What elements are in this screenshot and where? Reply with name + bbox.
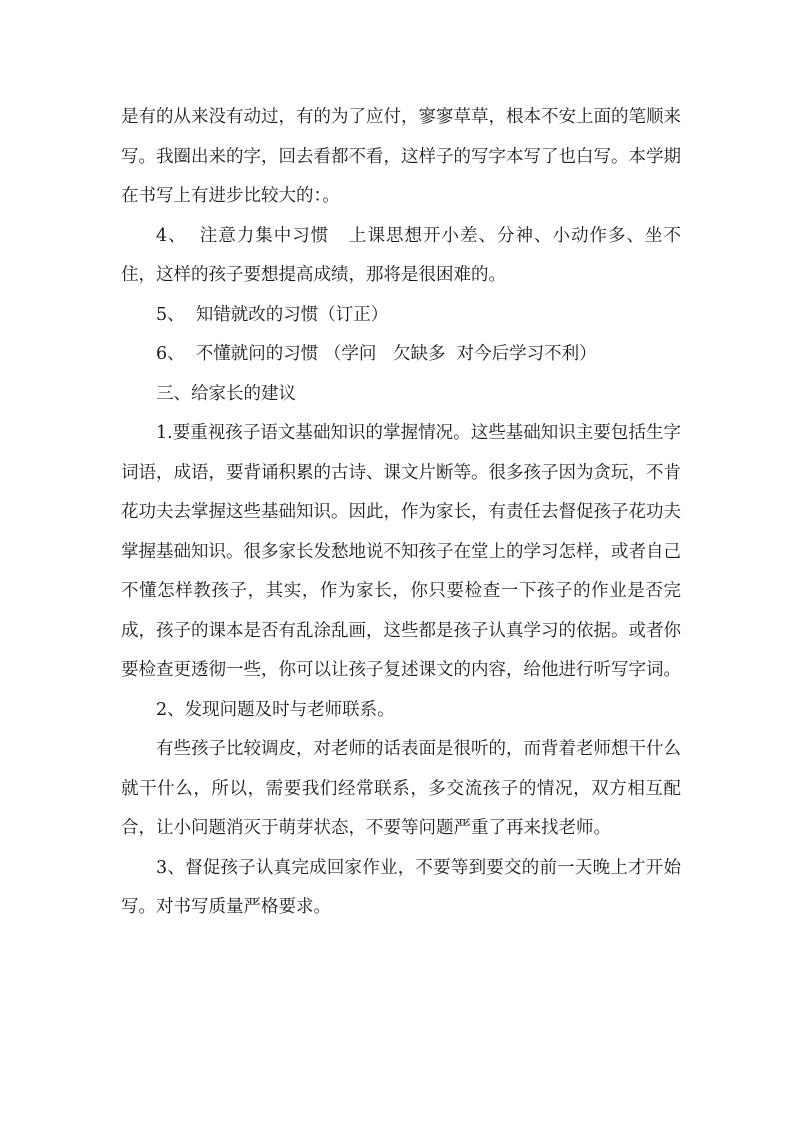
paragraph-advice-2-heading: 2、发现问题及时与老师联系。 — [156, 699, 395, 720]
document-body — [121, 98, 681, 928]
paragraph-advice-1: 1.要重视孩子语文基础知识的掌握情况。这些基础知识主要包括生字词语，成语，要背诵积累的古诗、课文片断等。很多孩子因为贪玩，不肯花功夫去掌握这些基础知识。因此，作为家长，有责任去督促孩子花功夫掌握基础知识。很多家长发愁地说不知孩子在堂上的学习怎样，或者自己不懂怎样教孩子，其实，作为家长，你只要检查一下孩子的作业是否完成，孩子的课本是否有乱涂乱画，这些都是孩子认真学习的依据。或者你要检查更透彻一些，你可以让孩子复述课文的内容，给他进行听写字词。 — [121, 423, 681, 680]
paragraph-item-6: 6、 不懂就问的习惯 （学问 欠缺多 对今后学习不利） — [156, 344, 597, 364]
section-heading: 三、给家长的建议 — [156, 383, 296, 404]
paragraph-advice-2-body: 有些孩子比较调皮，对老师的话表面是很听的，而背着老师想干什么就干什么，所以，需要我们经常联系，多交流孩子的情况，双方相互配合，让小问题消灭于萌芽状态，不要等问题严重了再来找老师。 — [121, 739, 681, 838]
paragraph-continuation: 是有的从来没有动过，有的为了应付，寥寥草草，根本不安上面的笔顺来写。我圈出来的字，回去看都不看，这样子的写字本写了也白写。本学期在书写上有进步比较大的：。 — [121, 107, 681, 206]
paragraph-advice-3: 3、督促孩子认真完成回家作业，不要等到要交的前一天晚上才开始写。对书写质量严格要求。 — [121, 857, 681, 917]
paragraph-item-5: 5、 知错就改的习惯（订正） — [156, 304, 389, 325]
paragraph-item-4: 4、 注意力集中习惯 上课思想开小差、分神、小动作多、坐不住，这样的孩子要想提高成绩，那将是很困难的。 — [121, 225, 681, 285]
